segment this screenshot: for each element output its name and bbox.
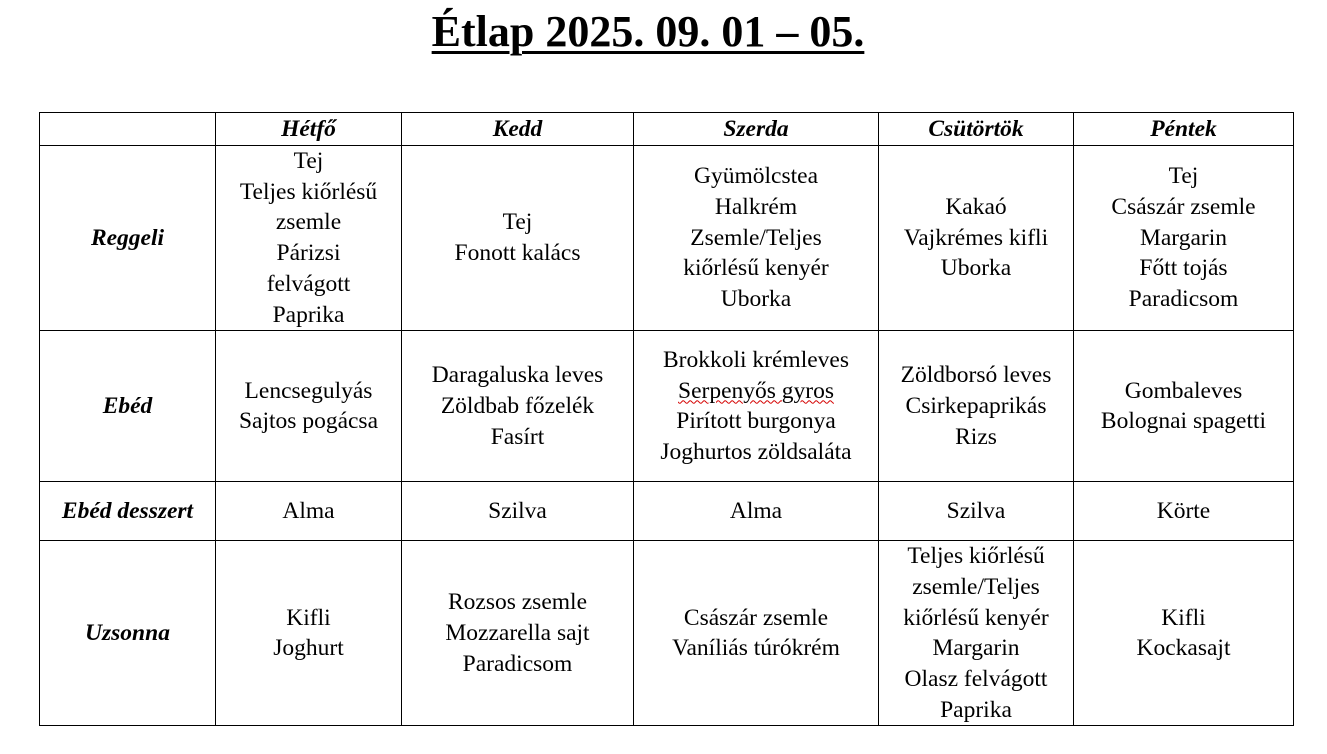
page-title-text: Étlap 2025. 09. 01 – 05. xyxy=(431,7,865,56)
menu-cell-snack-wednesday xyxy=(634,541,879,726)
menu-cell-dessert-monday xyxy=(216,482,402,541)
day-header-wednesday: Szerda xyxy=(634,113,879,146)
menu-item: Fonott kalács xyxy=(454,240,581,267)
meal-row-snack xyxy=(40,541,1294,726)
menu-cell-snack-monday xyxy=(216,541,402,726)
menu-item: Teljes kiőrlésű xyxy=(907,543,1045,570)
menu-item: Pirított burgonya xyxy=(676,408,836,435)
menu-cell-dessert-thursday xyxy=(879,482,1074,541)
menu-cell-breakfast-friday xyxy=(1074,146,1294,331)
menu-item: Zöldbab főzelék xyxy=(440,392,595,419)
meal-row-dessert xyxy=(40,482,1294,541)
spellcheck-underline-item: Serpenyős gyros xyxy=(678,377,834,404)
menu-item: Főtt tojás xyxy=(1139,255,1228,282)
menu-item: kiőrlésű kenyér xyxy=(903,604,1049,631)
menu-item: Sajtos pogácsa xyxy=(238,408,378,435)
menu-item: Párizsi xyxy=(276,240,341,267)
menu-cell-snack-tuesday xyxy=(402,541,634,726)
menu-item: Lencsegulyás xyxy=(244,377,373,404)
menu-item: Csirkepaprikás xyxy=(905,392,1047,419)
menu-item: Teljes kiőrlésű xyxy=(239,178,378,205)
menu-item: kiőrlésű kenyér xyxy=(683,255,829,282)
menu-item: Margarin xyxy=(1139,224,1227,251)
menu-item: Fasírt xyxy=(490,423,545,450)
menu-cell-lunch-monday xyxy=(216,331,402,482)
menu-item: Rizs xyxy=(955,423,997,450)
meal-label-dessert: Ebéd desszert xyxy=(40,482,216,541)
menu-item: Tej xyxy=(293,148,324,174)
menu-item: Kifli xyxy=(286,604,331,631)
menu-item: Tej xyxy=(1168,163,1199,190)
meal-row-lunch xyxy=(40,331,1294,482)
menu-item: Zöldborsó leves xyxy=(900,362,1052,389)
menu-cell-lunch-tuesday xyxy=(402,331,634,482)
menu-cell-snack-thursday xyxy=(879,541,1074,726)
menu-item: Szilva xyxy=(946,497,1006,524)
menu-item: Paradicsom xyxy=(1128,286,1239,313)
menu-cell-breakfast-thursday xyxy=(879,146,1074,331)
menu-item: Joghurt xyxy=(273,635,344,662)
header-row xyxy=(40,113,1294,146)
menu-item: Olasz felvágott xyxy=(904,666,1048,693)
meal-label-snack: Uzsonna xyxy=(40,541,216,726)
menu-table xyxy=(39,112,1294,726)
menu-item xyxy=(636,376,876,407)
menu-item: Brokkoli krémleves xyxy=(662,346,849,373)
menu-item: Gombaleves xyxy=(1124,377,1243,404)
menu-item: Paprika xyxy=(940,696,1012,723)
menu-item: Szilva xyxy=(488,497,547,524)
menu-item: zsemle xyxy=(275,209,342,236)
menu-item: Vajkrémes kifli xyxy=(903,224,1049,251)
menu-item: Zsemle/Teljes xyxy=(690,224,822,251)
menu-item: Alma xyxy=(729,497,783,524)
menu-item: Paprika xyxy=(272,301,345,328)
menu-item: Alma xyxy=(282,497,335,524)
menu-item: zsemle/Teljes xyxy=(912,573,1040,600)
page-title xyxy=(0,4,1296,60)
menu-item: Császár zsemle xyxy=(683,604,829,631)
day-header-monday: Hétfő xyxy=(216,113,402,146)
menu-item: Paradicsom xyxy=(462,650,573,677)
menu-cell-breakfast-tuesday xyxy=(402,146,634,331)
menu-item: Tej xyxy=(502,209,533,236)
menu-item: Rozsos zsemle xyxy=(447,589,587,616)
menu-item: Margarin xyxy=(932,635,1020,662)
menu-item: Vaníliás túrókrém xyxy=(672,635,840,662)
menu-cell-dessert-tuesday xyxy=(402,482,634,541)
menu-cell-dessert-friday xyxy=(1074,482,1294,541)
menu-item: Joghurtos zöldsaláta xyxy=(660,438,852,465)
menu-item: Bolognai spagetti xyxy=(1100,408,1267,435)
menu-item: Uborka xyxy=(940,255,1012,282)
menu-item: Uborka xyxy=(720,286,792,313)
menu-cell-lunch-wednesday xyxy=(634,331,879,482)
menu-item: felvágott xyxy=(266,270,351,297)
menu-cell-breakfast-wednesday xyxy=(634,146,879,331)
menu-item: Császár zsemle xyxy=(1111,194,1256,221)
menu-cell-lunch-thursday xyxy=(879,331,1074,482)
meal-label-lunch: Ebéd xyxy=(40,331,216,482)
menu-item: Körte xyxy=(1156,497,1211,524)
menu-item: Kifli xyxy=(1161,604,1206,631)
menu-item: Daragaluska leves xyxy=(431,362,604,389)
menu-item: Halkrém xyxy=(714,194,798,221)
menu-cell-breakfast-monday xyxy=(216,146,402,331)
menu-item: Kakaó xyxy=(945,194,1007,221)
day-header-friday: Péntek xyxy=(1074,113,1294,146)
menu-cell-dessert-wednesday xyxy=(634,482,879,541)
day-header-tuesday: Kedd xyxy=(402,113,634,146)
corner-cell xyxy=(40,113,216,146)
menu-cell-lunch-friday xyxy=(1074,331,1294,482)
meal-label-breakfast: Reggeli xyxy=(40,146,216,331)
menu-cell-snack-friday xyxy=(1074,541,1294,726)
menu-item: Kockasajt xyxy=(1136,635,1231,662)
menu-item: Mozzarella sajt xyxy=(445,619,590,646)
menu-item: Gyümölcstea xyxy=(694,163,818,190)
day-header-thursday: Csütörtök xyxy=(879,113,1074,146)
meal-row-breakfast xyxy=(40,146,1294,331)
